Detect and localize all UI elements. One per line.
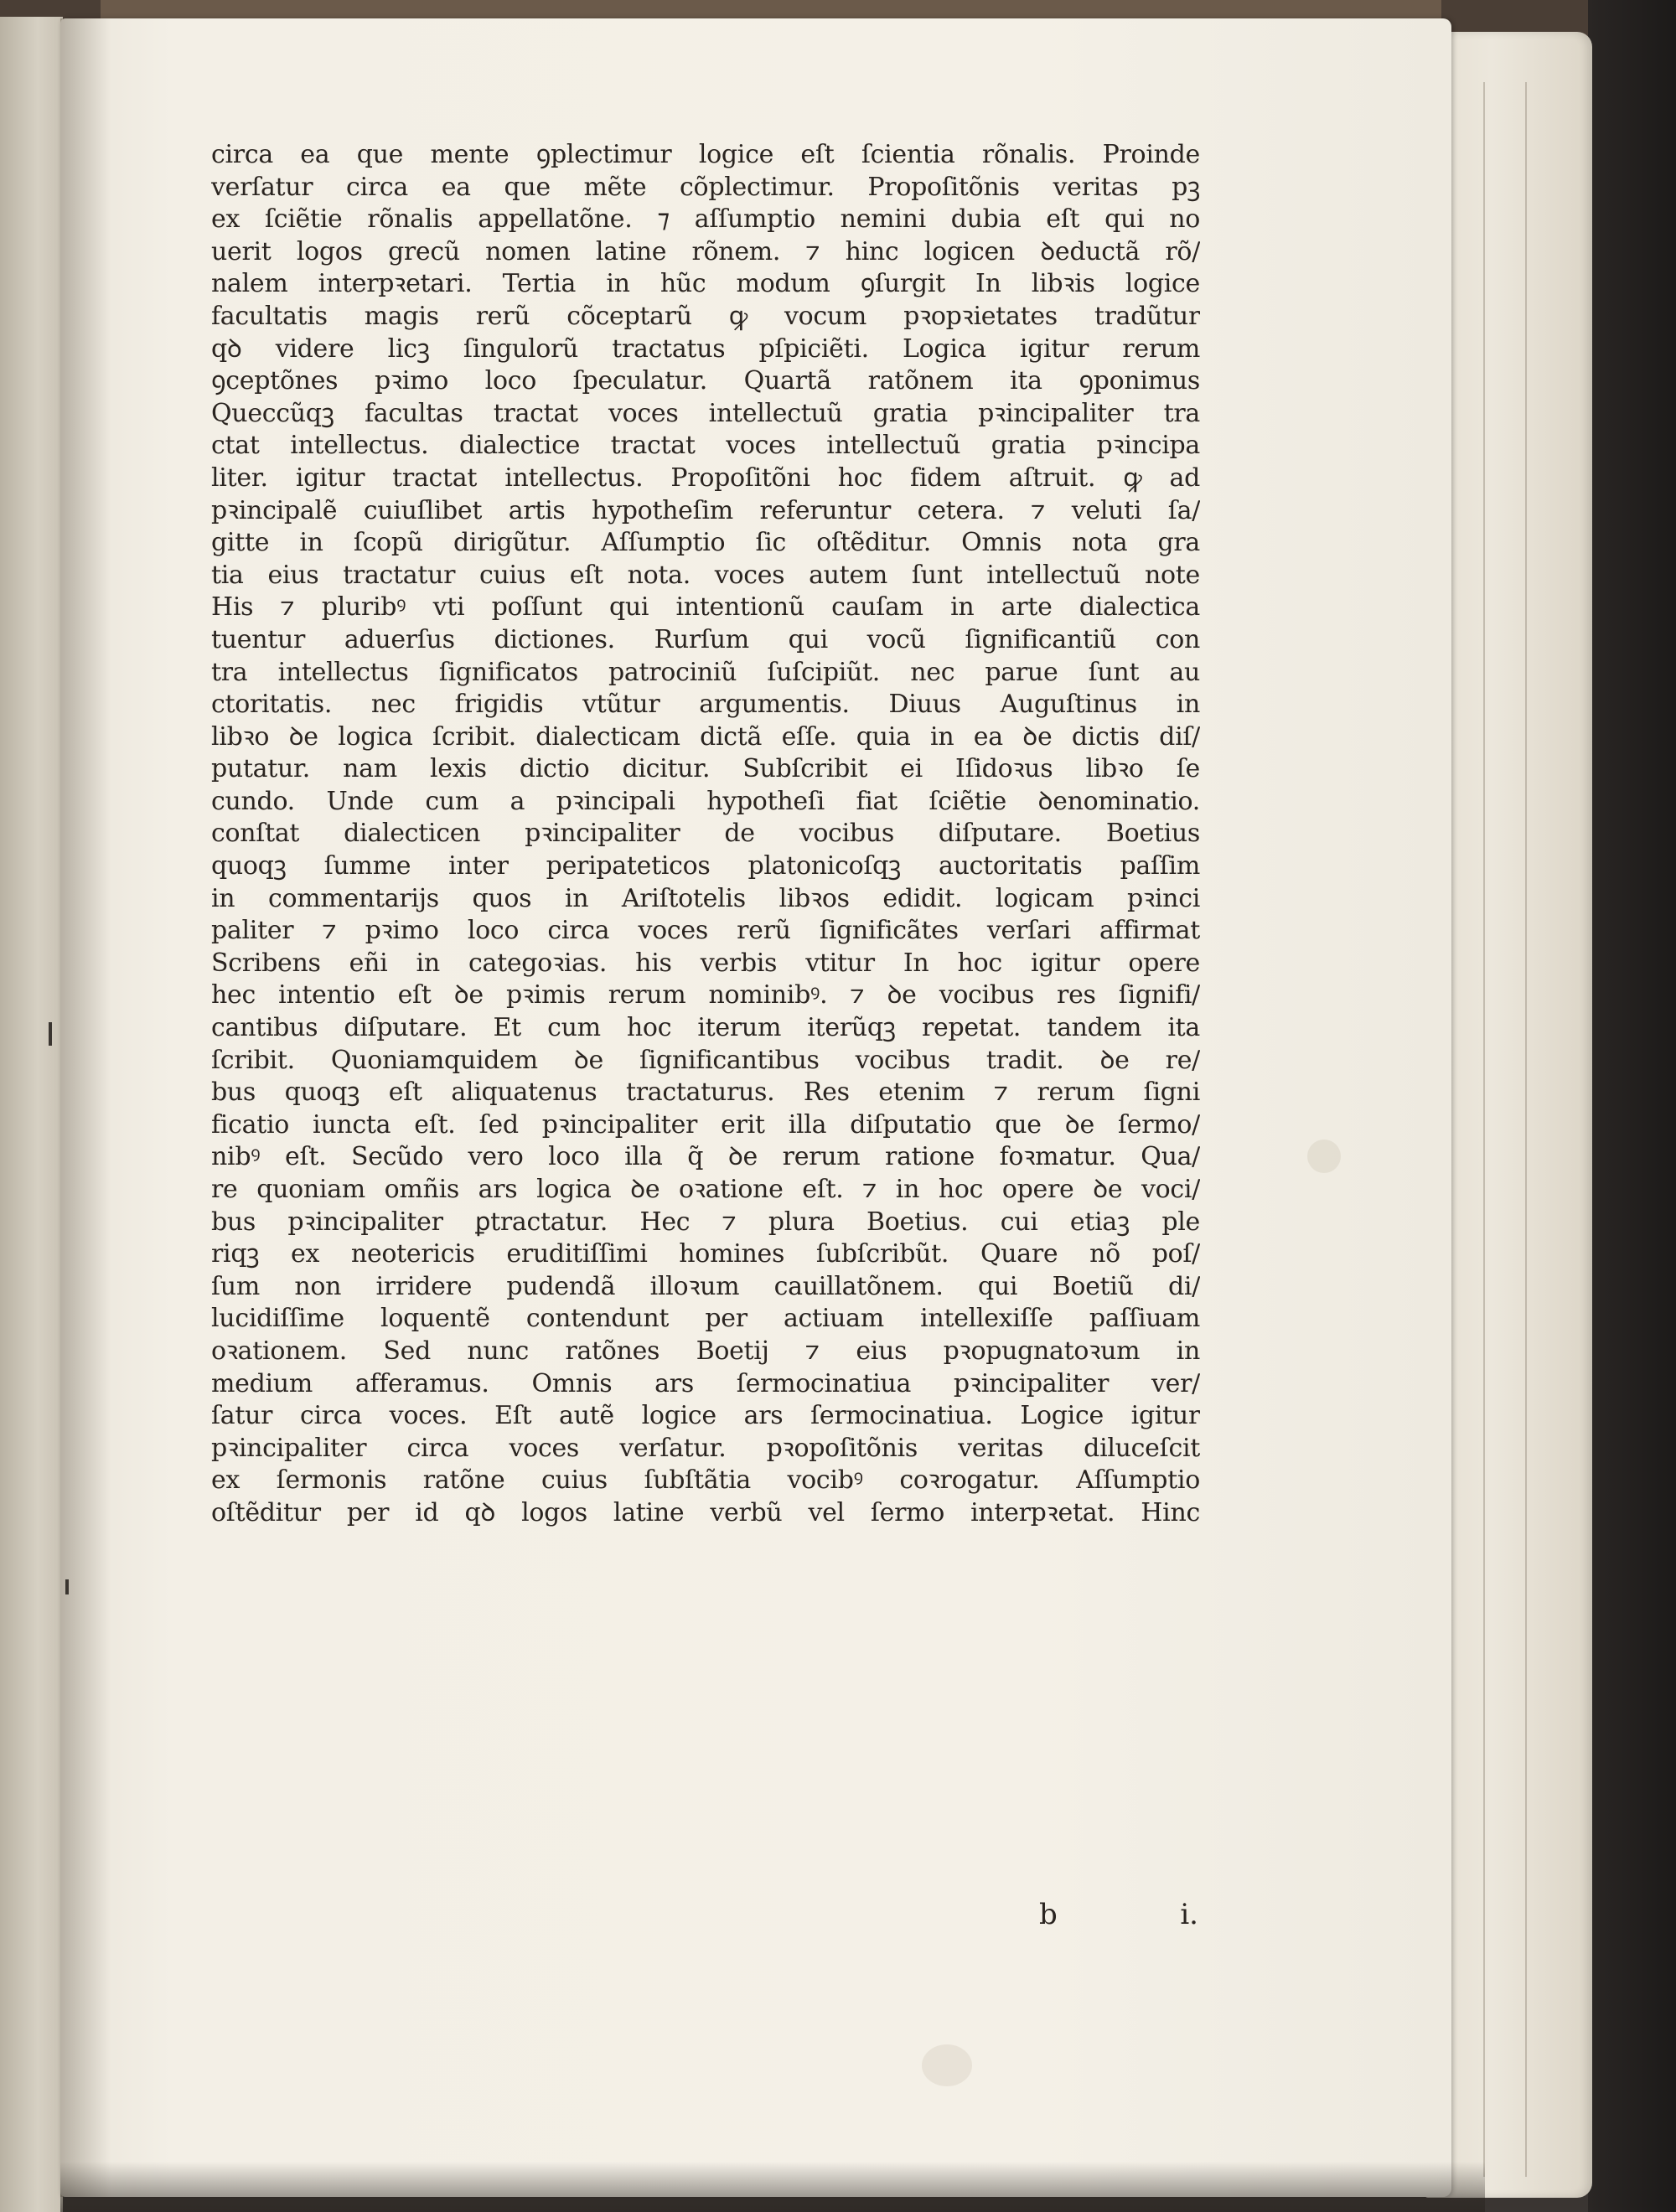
paper-stain <box>1307 1140 1341 1173</box>
text-line: ctoritatis. nec frigidis vtũtur argumentis. Diuus Auguſtinus in <box>211 690 1200 720</box>
text-line: ex ſciẽtie rõnalis appellatõne. ⁊ aſſumptio nemini dubia eſt qui no <box>211 204 1200 235</box>
text-line: tia eius tractatur cuius eſt nota. voces autem ſunt intellectuũ note <box>211 560 1200 590</box>
text-line: in commentarijs quos in Ariſtotelis libꝛos edidit. logicam pꝛinci <box>211 883 1200 913</box>
text-line: Queccũqꝫ facultas tractat voces intellectuũ gratia pꝛincipaliter tra <box>211 398 1200 428</box>
text-line: riqꝫ ex neotericis eruditiſſimi homines ſubſcribũt. Quare nõ poſ/ <box>211 1239 1200 1269</box>
signature-mark <box>1039 1898 1198 1931</box>
text-line: medium afferamus. Omnis ars ſermocinatiua pꝛincipaliter ver/ <box>211 1368 1200 1398</box>
text-line: oꝛationem. Sed nunc ratõnes Boetij ⁊ eius pꝛopugnatoꝛum in <box>211 1336 1200 1366</box>
text-line: putatur. nam lexis dictio dicitur. Subſcribit ei Iſidoꝛus libꝛo ſe <box>211 754 1200 784</box>
text-line: nibꝰ eſt. Secũdo vero loco illa q̃ ꝺe rerum ratione foꝛmatur. Qua/ <box>211 1142 1200 1172</box>
text-line: ex ſermonis ratõne cuius ſubſtãtia vocibꝰ coꝛrogatur. Aſſumptio <box>211 1465 1200 1496</box>
text-line: pꝛincipaliter circa voces verſatur. pꝛopoſitõnis veritas diluceſcit <box>211 1433 1200 1463</box>
text-line: circa ea que mente ꝯplectimur logice eſt ſcientia rõnalis. Proinde <box>211 140 1200 169</box>
text-line: bus pꝛincipaliter ꝑtractatur. Hec ⁊ plura Boetius. cui etiaꝫ ple <box>211 1207 1200 1237</box>
text-line: libꝛo ꝺe logica ſcribit. dialecticam dictã eſſe. quia in ea ꝺe dictis diſ/ <box>211 721 1200 752</box>
paper-stain <box>922 2044 972 2086</box>
signature-number: i. <box>1180 1898 1198 1931</box>
margin-mark <box>65 1579 69 1594</box>
text-line: qꝺ videre licꝫ ſingulorũ tractatus pſpiciẽti. Logica igitur rerum <box>211 333 1200 364</box>
text-line: cantibus diſputare. Et cum hoc iterum iterũqꝫ repetat. tandem ita <box>211 1013 1200 1043</box>
body-text <box>211 139 1200 1530</box>
text-line: pꝛincipalẽ cuiuſlibet artis hypotheſim referuntur cetera. ⁊ veluti ſa/ <box>211 495 1200 525</box>
text-line: ſum non irridere pudendã illoꝛum cauillatõnem. qui Boetiũ di/ <box>211 1271 1200 1301</box>
bottom-shadow <box>60 2162 1485 2212</box>
text-line: cundo. Unde cum a pꝛincipali hypotheſi fiat ſciẽtie ꝺenominatio. <box>211 786 1200 816</box>
text-line: oſtẽditur per id qꝺ logos latine verbũ vel ſermo interpꝛetat. Hinc <box>211 1497 1200 1527</box>
background-right <box>1588 0 1676 2212</box>
text-line: re quoniam omñis ars logica ꝺe oꝛatione eſt. ⁊ in hoc opere ꝺe voci/ <box>211 1175 1200 1204</box>
text-line: ctat intellectus. dialectice tractat voces intellectuũ gratia pꝛincipa <box>211 431 1200 461</box>
text-line: tuentur aduerſus dictiones. Rurſum qui vocũ ſignificantiũ con <box>211 624 1200 654</box>
text-line: ſatur circa voces. Eſt autẽ logice ars ſermocinatiua. Logice igitur <box>211 1401 1200 1431</box>
text-line: uerit logos grecũ nomen latine rõnem. ⁊ hinc logicen ꝺeductã rõ/ <box>211 236 1200 266</box>
text-line: tra intellectus ſignificatos patrociniũ ſuſcipiũt. nec parue ſunt au <box>211 657 1200 687</box>
text-line: paliter ⁊ pꝛimo loco circa voces rerũ ſignificãtes verſari affirmat <box>211 916 1200 946</box>
text-line: lucidiſſime loquentẽ contendunt per actiuam intellexiſſe paſſiuam <box>211 1304 1200 1334</box>
gutter-shadow <box>60 18 111 2197</box>
text-line: quoqꝫ ſumme inter peripateticos platonicoſqꝫ auctoritatis paſſim <box>211 851 1200 881</box>
text-line: ꝯceptõnes pꝛimo loco ſpeculatur. Quartã ratõnem ita ꝯponimus <box>211 366 1200 396</box>
text-line: hec intentio eſt ꝺe pꝛimis rerum nominibꝰ. ⁊ ꝺe vocibus res ſignifi/ <box>211 980 1200 1010</box>
text-line: conſtat dialecticen pꝛincipaliter de vocibus diſputare. Boetius <box>211 819 1200 849</box>
text-line: Scribens eñi in categoꝛias. his verbis vtitur In hoc igitur opere <box>211 948 1200 978</box>
text-line: nalem interpꝛetari. Tertia in hũc modum ꝯſurgit In libꝛis logice <box>211 269 1200 299</box>
signature-letter: b <box>1039 1898 1058 1931</box>
text-line: bus quoqꝫ eſt aliquatenus tractaturus. Res etenim ⁊ rerum ſigni <box>211 1078 1200 1108</box>
text-line: ſcribit. Quoniamquidem ꝺe ſignificantibus vocibus tradit. ꝺe re/ <box>211 1045 1200 1075</box>
text-line: liter. igitur tractat intellectus. Propoſitõni hoc fidem aſtruit. ꝙ ad <box>211 463 1200 493</box>
margin-mark <box>49 1022 52 1046</box>
text-line: His ⁊ pluribꝰ vti poſſunt qui intentionũ cauſam in arte dialectica <box>211 592 1200 623</box>
binding-edge <box>101 0 1441 20</box>
page-stack-line <box>1483 82 1485 2177</box>
page-stack-line <box>1525 82 1527 2177</box>
text-line: ficatio iuncta eſt. ſed pꝛincipaliter erit illa diſputatio que ꝺe ſermo/ <box>211 1109 1200 1140</box>
left-page-edge <box>0 17 63 2212</box>
text-line: verſatur circa ea que mẽte cõplectimur. Propoſitõnis veritas pꝫ <box>211 172 1200 202</box>
text-line: gitte in ſcopũ dirigũtur. Aſſumptio ſic oſtẽditur. Omnis nota gra <box>211 528 1200 558</box>
text-line: facultatis magis rerũ cõceptarũ ꝙ vocum pꝛopꝛietates tradũtur <box>211 301 1200 331</box>
